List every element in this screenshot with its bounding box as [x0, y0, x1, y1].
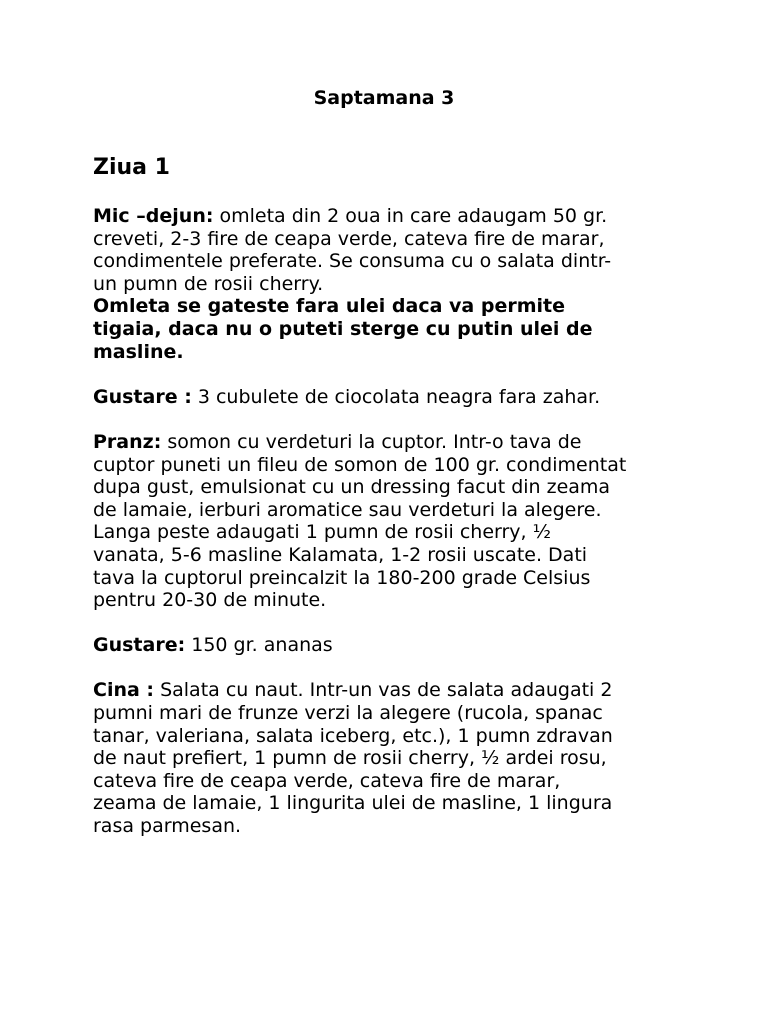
meal-label: Cina : [93, 679, 155, 702]
meal-description: 3 cubulete de ciocolata neagra fara zahar. [191, 385, 601, 408]
meal-label: Gustare : [93, 385, 192, 408]
day-heading: Ziua 1 [93, 155, 170, 180]
meal-description: omleta din 2 oua in care adaugam 50 gr. creveti, 2-3 fire de ceapa verde, cateva fire de marar, condimentele preferate. Se consuma cu o salata dintr- un pumn de rosii cherry. [93, 205, 612, 295]
meal-label: Gustare: [93, 634, 186, 657]
meal-snack-2 [93, 634, 693, 657]
meal-breakfast [93, 205, 693, 363]
meal-description: somon cu verdeturi la cuptor. Intr-o tava de cuptor puneti un fileu de somon de 100 gr. condimentat dupa gust, emulsionat cu un dressing facut din zeama de lamaie, ierburi aromatice sau verdeturi la alegere. Langa peste adaugati 1 pumn de rosii cherry, ½ vanata, 5-6 masline Kalamata, 1-2 rosii uscate. Dati tava la cuptorul preincalzit la 180-200 grade Celsius pentru 20-30 de minute. [93, 430, 627, 612]
meal-dinner [93, 679, 693, 837]
meal-description: Salata cu naut. Intr-un vas de salata adaugati 2 pumni mari de frunze verzi la alegere (rucola, spanac tanar, valeriana, salata iceberg, etc.), 1 pumn zdravan de naut prefiert, 1 pumn de rosii cherry, ½ ardei rosu, cateva fire de ceapa verde, cateva fire de marar, zeama de lamaie, 1 lingurita ulei de masline, 1 lingura rasa parmesan. [93, 679, 613, 838]
meal-description: 150 gr. ananas [185, 634, 333, 657]
meal-lunch [93, 431, 693, 612]
meal-label: Mic –dejun: [93, 205, 214, 227]
meal-snack-1 [93, 386, 693, 409]
meal-plan-body [93, 205, 693, 860]
meal-label: Pranz: [93, 430, 162, 453]
meal-note: Omleta se gateste fara ulei daca va permite tigaia, daca nu o puteti sterge cu putin ulei de masline. [93, 295, 593, 363]
document-title: Saptamana 3 [313, 87, 455, 109]
